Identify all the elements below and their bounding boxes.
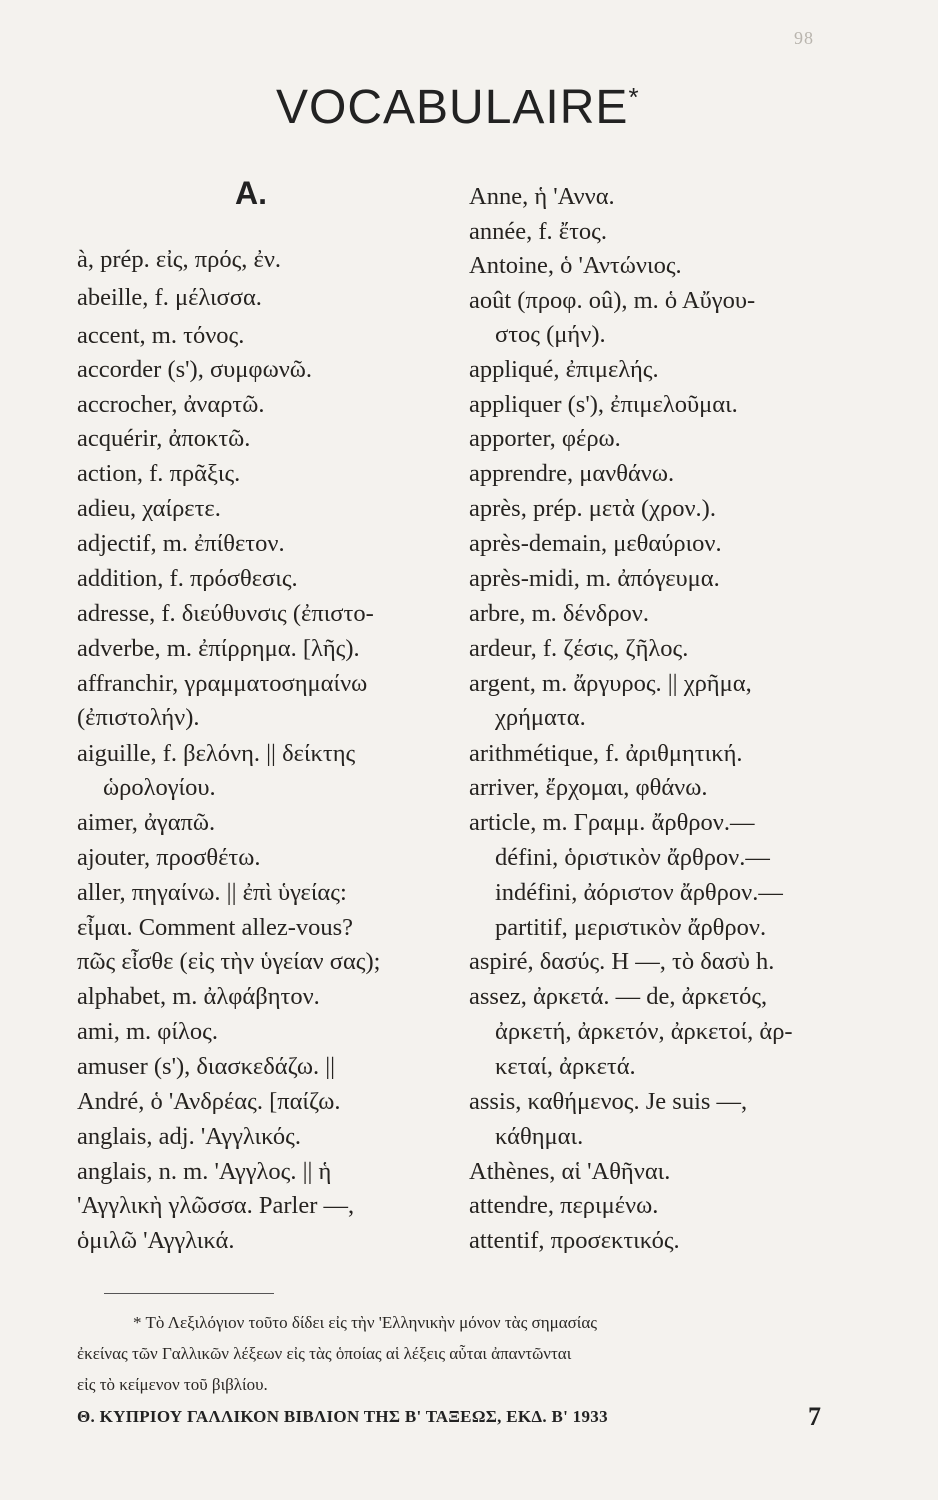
right-entry: στος (μήν). bbox=[495, 321, 606, 348]
left-entry: aiguille, f. βελόνη. || δείκτης bbox=[77, 740, 356, 767]
publisher-line: Θ. ΚΥΠΡΙΟΥ ΓΑΛΛΙΚΟΝ ΒΙΒΛΙΟΝ ΤΗΣ Β' ΤΑΞΕΩΣ, ΕΚΔ. Β' 1933 bbox=[77, 1407, 608, 1426]
right-entry: indéfini, ἀόριστον ἄρθρον.— bbox=[495, 879, 783, 906]
left-entry: ὡρολογίου. bbox=[103, 774, 216, 801]
left-entry: à, prép. εἰς, πρός, ἐν. bbox=[77, 246, 282, 273]
right-entry: assez, ἀρκετά. — de, ἀρκετός, bbox=[469, 983, 768, 1010]
left-entry: acquérir, ἀποκτῶ. bbox=[77, 425, 251, 452]
right-entry: Antoine, ὁ 'Αντώνιος. bbox=[469, 252, 682, 279]
left-entry: anglais, n. m. 'Αγγλος. || ἡ bbox=[77, 1158, 332, 1185]
right-entry: κεταί, ἀρκετά. bbox=[495, 1053, 636, 1080]
right-entry: aspiré, δασύς. H —, τὸ δασὺ h. bbox=[469, 948, 775, 975]
right-entry: défini, ὁριστικὸν ἄρθρον.— bbox=[495, 844, 770, 871]
right-entry: appliquer (s'), ἐπιμελοῦμαι. bbox=[469, 391, 738, 418]
left-entry: André, ὁ 'Ανδρέας. [παίζω. bbox=[77, 1088, 341, 1115]
page-number: 7 bbox=[808, 1402, 821, 1431]
left-entry: (ἐπιστολήν). bbox=[77, 704, 200, 731]
left-entry: affranchir, γραμματοσημαίνω bbox=[77, 670, 368, 697]
right-entry: août (προφ. oû), m. ὁ Αὔγου- bbox=[469, 287, 756, 314]
right-entry: assis, καθήμενος. Je suis —, bbox=[469, 1088, 748, 1115]
right-entry: apprendre, μανθάνω. bbox=[469, 460, 675, 487]
left-entry: εἶμαι. Comment allez-vous? bbox=[77, 914, 354, 941]
right-entry: argent, m. ἄργυρος. || χρῆμα, bbox=[469, 670, 752, 697]
right-entry: après-midi, m. ἀπόγευμα. bbox=[469, 565, 720, 592]
left-entry: adieu, χαίρετε. bbox=[77, 495, 221, 522]
left-entry: amuser (s'), διασκεδάζω. || bbox=[77, 1053, 336, 1080]
right-entry: χρήματα. bbox=[495, 704, 586, 731]
right-entry: Athènes, αἱ 'Αθῆναι. bbox=[469, 1158, 671, 1185]
left-entry: adverbe, m. ἐπίρρημα. [λῆς). bbox=[77, 635, 360, 662]
right-entry: arbre, m. δένδρον. bbox=[469, 600, 650, 627]
corner-page-mark: 98 bbox=[794, 28, 814, 48]
left-entry: accent, m. τόνος. bbox=[77, 322, 245, 349]
left-entry: 'Αγγλικὴ γλῶσσα. Parler —, bbox=[77, 1192, 355, 1219]
left-entry: adresse, f. διεύθυνσις (ἐπιστο- bbox=[77, 600, 374, 627]
left-entry: action, f. πρᾶξις. bbox=[77, 460, 241, 487]
right-entry: après-demain, μεθαύριον. bbox=[469, 530, 722, 557]
left-entry: anglais, adj. 'Αγγλικός. bbox=[77, 1123, 301, 1150]
left-entry: aller, πηγαίνω. || ἐπὶ ὑγείας: bbox=[77, 879, 347, 906]
right-entry: apporter, φέρω. bbox=[469, 425, 621, 452]
right-entry: Anne, ἡ 'Αννα. bbox=[469, 183, 615, 210]
right-entry: arriver, ἔρχομαι, φθάνω. bbox=[469, 774, 708, 801]
title-footnote-mark: * bbox=[628, 82, 640, 112]
left-entry: accorder (s'), συμφωνῶ. bbox=[77, 356, 313, 383]
right-entry: partitif, μεριστικὸν ἄρθρον. bbox=[495, 914, 767, 941]
right-entry: ἀρκετή, ἀρκετόν, ἀρκετοί, ἀρ- bbox=[495, 1018, 793, 1045]
right-entry: attentif, προσεκτικός. bbox=[469, 1227, 680, 1254]
page-title-text: VOCABULAIRE bbox=[276, 81, 629, 134]
right-entry: après, prép. μετὰ (χρον.). bbox=[469, 495, 716, 522]
right-entry: arithmétique, f. ἀριθμητική. bbox=[469, 740, 743, 767]
footnote-line: * Τὸ Λεξιλόγιον τοῦτο δίδει εἰς τὴν 'Ελληνικὴν μόνον τὰς σημασίας bbox=[133, 1313, 597, 1332]
right-entry: année, f. ἔτος. bbox=[469, 218, 607, 245]
right-entry: appliqué, ἐπιμελής. bbox=[469, 356, 659, 383]
left-entry: abeille, f. μέλισσα. bbox=[77, 284, 262, 311]
right-entry: ardeur, f. ζέσις, ζῆλος. bbox=[469, 635, 689, 662]
left-entry: πῶς εἶσθε (εἰς τὴν ὑγείαν σας); bbox=[77, 948, 381, 975]
right-entry: attendre, περιμένω. bbox=[469, 1192, 659, 1219]
left-entry: accrocher, ἀναρτῶ. bbox=[77, 391, 265, 418]
left-entry: ajouter, προσθέτω. bbox=[77, 844, 261, 871]
section-letter: A. bbox=[235, 175, 267, 211]
right-entry: κάθημαι. bbox=[495, 1123, 584, 1150]
left-entry: alphabet, m. ἀλφάβητον. bbox=[77, 983, 320, 1010]
left-entry: ὁμιλῶ 'Αγγλικά. bbox=[77, 1227, 235, 1254]
footnote-separator bbox=[104, 1293, 274, 1294]
page-title bbox=[276, 80, 640, 135]
footnote-line: ἐκείνας τῶν Γαλλικῶν λέξεων εἰς τὰς ὁποίας αἱ λέξεις αὗται ἀπαντῶνται bbox=[77, 1344, 572, 1363]
left-entry: ami, m. φίλος. bbox=[77, 1018, 218, 1045]
left-entry: addition, f. πρόσθεσις. bbox=[77, 565, 298, 592]
left-entry: aimer, ἀγαπῶ. bbox=[77, 809, 216, 836]
right-entry: article, m. Γραμμ. ἄρθρον.— bbox=[469, 809, 755, 836]
left-entry: adjectif, m. ἐπίθετον. bbox=[77, 530, 285, 557]
footnote-line: εἰς τὸ κείμενον τοῦ βιβλίου. bbox=[77, 1375, 268, 1394]
